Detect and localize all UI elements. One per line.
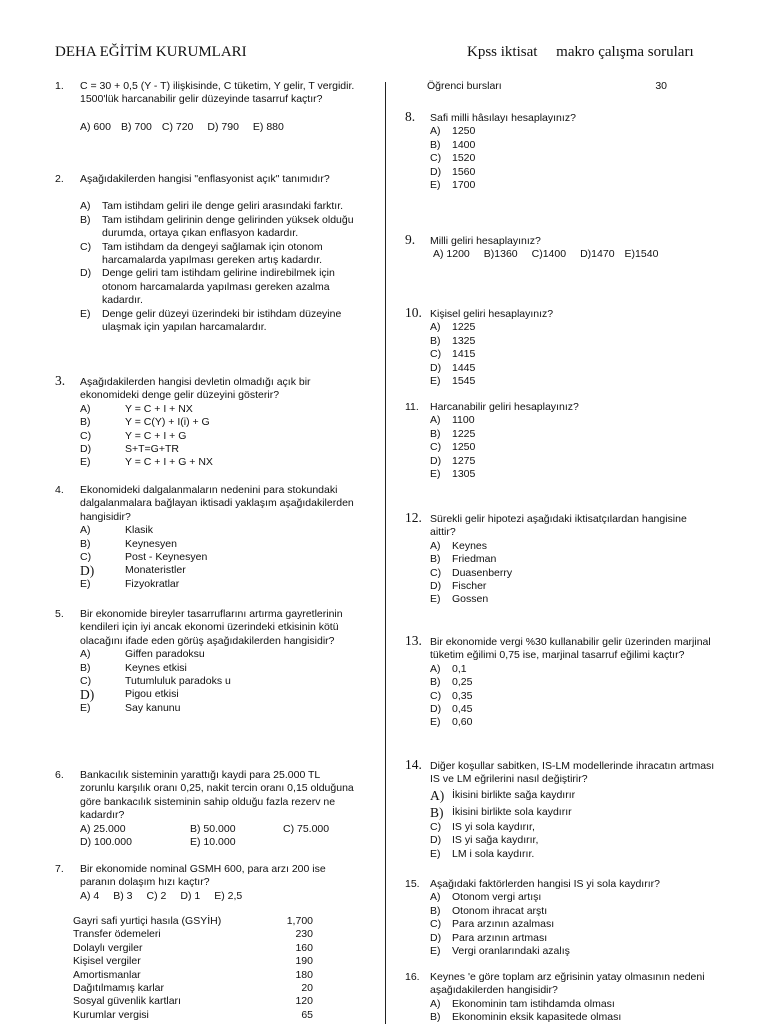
option-b[interactable]: B) Otonom ihracat arştı: [430, 904, 548, 917]
option-d[interactable]: D) 0,45: [430, 703, 473, 716]
option-c[interactable]: C) IS yi sola kaydırır,: [430, 820, 535, 833]
option-a[interactable]: A) 1225: [430, 321, 476, 334]
option-row: [80, 890, 355, 903]
table-row: Gayri safi yurtiçi hasıla (GSYİH) 1,700: [73, 915, 313, 927]
option-a[interactable]: A) 4: [80, 889, 100, 902]
option-c[interactable]: C) Tutumluluk paradoks u: [80, 675, 231, 688]
option-b[interactable]: B) Keynesyen: [80, 537, 177, 550]
option-list: [80, 524, 365, 591]
option-a[interactable]: A) Ekonominin tam istihdamda olması: [430, 997, 615, 1010]
option-e[interactable]: E) 880: [252, 120, 284, 133]
table-row: Transfer ödemeleri 230: [73, 928, 313, 941]
question-text: Diğer koşullar sabitken, IS-LM modellerinde ihracatın artması IS ve LM eğrilerini nasıl değiştirir?: [430, 760, 715, 786]
option-d[interactable]: D) Fischer: [430, 580, 487, 593]
option-c[interactable]: C) Tam istihdam da dengeyi sağlamak için otonom harcamalarda yapılması gereken artış kadardır.: [80, 240, 323, 267]
table-value: 30: [655, 80, 667, 92]
question-10: [405, 305, 725, 388]
question-text: Bir ekonomide nominal GSMH 600, para arzı 200 ise paranın dolaşım hızı kaçtır?: [80, 863, 326, 889]
question-9: [405, 232, 725, 262]
option-a[interactable]: A) 25.000: [80, 822, 126, 835]
option-a[interactable]: A) Giffen paradoksu: [80, 648, 205, 661]
option-c[interactable]: C) 720: [161, 120, 194, 133]
question-number: 16.: [405, 971, 420, 983]
option-c[interactable]: C) 2: [146, 889, 167, 902]
question-14: [405, 757, 725, 861]
question-text: Safi milli hâsılayı hesaplayınız?: [430, 112, 576, 124]
option-c[interactable]: C) Y = C + I + G: [80, 429, 187, 442]
question-1: [55, 80, 360, 134]
option-a[interactable]: A) 0,1: [430, 662, 467, 675]
question-7: [55, 863, 355, 903]
question-4: [55, 484, 365, 591]
question-text: Milli geliri hesaplayınız?: [430, 235, 541, 247]
option-d[interactable]: D) Para arzının artması: [430, 931, 548, 944]
option-row: [433, 248, 725, 261]
option-b[interactable]: B) 0,25: [430, 676, 473, 689]
option-d[interactable]: D) S+T=G+TR: [80, 443, 179, 456]
question-2: [55, 173, 365, 334]
table-row: Amortismanlar 180: [73, 968, 313, 981]
question-text: Bankacılık sisteminin yarattığı kaydi para 25.000 TL zorunlu karşılık oranı 0,25, nakit tercin oranı 0,15 olduğuna göre bankacılık sisteminin sahip olduğu fazla rezerv ne kadardır?: [80, 769, 354, 822]
option-a[interactable]: A) Tam istihdam geliri ile denge geliri arasındaki farktır.: [80, 200, 344, 213]
income-table: [73, 915, 313, 1022]
option-c[interactable]: C) 1250: [430, 441, 476, 454]
option-list: [430, 414, 725, 481]
question-text: Bir ekonomide vergi %30 kullanabilir gelir üzerinden marjinal tüketim eğilimi 0,75 ise, marjinal tasarruf eğilimi kaçtır?: [430, 636, 711, 662]
option-c[interactable]: C) Post - Keynesyen: [80, 551, 208, 564]
question-8: [405, 109, 725, 192]
table-row: Kurumlar vergisi 65: [73, 1008, 313, 1021]
option-b[interactable]: B)1360: [483, 248, 518, 261]
table-row: Dağıtılmamış karlar 20: [73, 982, 313, 995]
option-list: [430, 663, 725, 730]
question-text: Aşağıdakilerden hangisi devletin olmadığı açık bir ekonomideki denge gelir düzeyini gösterir?: [80, 376, 311, 402]
option-a[interactable]: A) İkisini birlikte sağa kaydırır: [430, 787, 576, 803]
question-text: Bir ekonomide bireyler tasarruflarını artırma gayretlerinin kendileri için iyi ancak ekonomi üzerindeki etkisinin kötü olacağını ifade eden görüş aşağıdakilerden hangisidir?: [80, 608, 343, 647]
column-divider: [385, 82, 386, 1024]
option-b[interactable]: B) Keynes etkisi: [80, 661, 187, 674]
question-number: 8.: [405, 109, 416, 124]
question-text: Keynes 'e göre toplam arz eğrisinin yatay olmasının nedeni aşağıdakilerden hangisidir?: [430, 971, 705, 997]
option-c[interactable]: C) 0,35: [430, 689, 473, 702]
question-number: 10.: [405, 305, 422, 320]
option-e[interactable]: E) 10.000: [190, 835, 236, 848]
option-e[interactable]: E) Y = C + I + G + NX: [80, 456, 213, 469]
option-row: [80, 121, 360, 134]
table-row: Dolaylı vergiler 160: [73, 941, 313, 954]
question-number: 5.: [55, 608, 64, 620]
option-b[interactable]: B) 700: [120, 120, 152, 133]
option-d[interactable]: D) Pigou etkisi: [80, 687, 179, 703]
option-list: [430, 125, 725, 192]
option-a[interactable]: A) Keynes: [430, 539, 488, 552]
option-c[interactable]: C) Duasenberry: [430, 566, 513, 579]
question-11: [405, 401, 725, 481]
option-e[interactable]: E) Denge gelir düzeyi üzerindeki bir istihdam düzeyine ulaşmak için yapılan harcamalardır.: [80, 307, 342, 334]
question-number: 4.: [55, 484, 64, 496]
question-16: [405, 971, 725, 1025]
option-b[interactable]: B) Y = C(Y) + I(i) + G: [80, 416, 210, 429]
option-list: [80, 648, 365, 715]
option-e[interactable]: E) 1545: [430, 375, 476, 388]
option-b[interactable]: B) Friedman: [430, 553, 497, 566]
option-list: [430, 540, 695, 607]
option-b[interactable]: B) 50.000: [190, 822, 236, 835]
question-5: [55, 608, 365, 715]
option-a[interactable]: A) 600: [80, 120, 111, 133]
question-3: [55, 373, 355, 470]
option-b[interactable]: B) İkisini birlikte sola kaydırır: [430, 804, 572, 820]
question-number: 12.: [405, 510, 422, 525]
option-grid: [80, 823, 355, 850]
option-list: [430, 787, 725, 861]
option-e[interactable]: E)1540: [624, 248, 659, 261]
option-d[interactable]: D) 1: [180, 889, 201, 902]
question-number: 1.: [55, 80, 64, 92]
option-e[interactable]: E) Vergi oranlarındaki azalış: [430, 945, 570, 958]
question-number: 14.: [405, 757, 422, 772]
option-e[interactable]: E) 1305: [430, 468, 476, 481]
option-e[interactable]: E) Fizyokratlar: [80, 577, 180, 590]
question-number: 6.: [55, 769, 64, 781]
question-6: [55, 769, 355, 850]
question-13: [405, 633, 725, 730]
option-d[interactable]: D) Monateristler: [80, 563, 186, 579]
option-list: [80, 200, 365, 334]
question-number: 7.: [55, 863, 64, 875]
header-subtitle: Kpss iktisat makro çalışma soruları: [467, 44, 694, 60]
question-text: Aşağıdakilerden hangisi "enflasyonist açık" tanımıdır?: [80, 173, 330, 185]
option-c[interactable]: C) Para arzının azalması: [430, 918, 555, 931]
question-number: 3.: [55, 373, 66, 388]
option-c[interactable]: C) 1520: [430, 152, 476, 165]
option-c[interactable]: C) 1415: [430, 348, 476, 361]
option-a[interactable]: A) 1250: [430, 125, 476, 138]
option-b[interactable]: B) Tam istihdam gelirinin denge gelirinden yüksek olduğu durumda, ortaya çıkan enflasyon kadardır.: [80, 213, 354, 240]
option-b[interactable]: B) 3: [113, 889, 133, 902]
option-d[interactable]: D) IS yi sağa kaydırır,: [430, 834, 539, 847]
option-d[interactable]: D) 1560: [430, 165, 476, 178]
option-list: [430, 321, 725, 388]
table-row-last: [427, 80, 667, 93]
question-number: 13.: [405, 633, 422, 648]
option-d[interactable]: D) 1445: [430, 361, 476, 374]
option-c[interactable]: C) 75.000: [283, 822, 330, 835]
option-a[interactable]: A) Otonom vergi artışı: [430, 891, 542, 904]
option-d[interactable]: D) Denge geliri tam istihdam gelirine indirebilmek için otonom harcamalarda yapılması gereken azalma kadardır.: [80, 267, 335, 307]
option-e[interactable]: E) 2,5: [214, 889, 243, 902]
option-a[interactable]: A) Klasik: [80, 524, 154, 537]
option-b[interactable]: B) 1400: [430, 138, 476, 151]
option-b[interactable]: B) Ekonominin eksik kapasitede olması: [430, 1011, 622, 1024]
question-text: Ekonomideki dalgalanmaların nedenini para stokundaki dalgalanmalara bağlayan iktisadi yaklaşım aşağıdakilerden hangisidir?: [80, 484, 354, 523]
option-d[interactable]: D) 100.000: [80, 835, 132, 848]
option-e[interactable]: E) Say kanunu: [80, 701, 181, 714]
option-list: [430, 891, 725, 958]
option-list: [430, 998, 725, 1025]
option-d[interactable]: D) 790: [207, 120, 239, 133]
question-15: [405, 878, 725, 958]
option-a[interactable]: A) Y = C + I + NX: [80, 402, 193, 415]
table-row: Kişisel vergiler 190: [73, 955, 313, 968]
question-number: 2.: [55, 173, 64, 185]
option-b[interactable]: B) 1325: [430, 334, 476, 347]
question-text: Harcanabilir geliri hesaplayınız?: [430, 401, 579, 413]
option-e[interactable]: E) LM i sola kaydırır.: [430, 847, 535, 860]
question-number: 9.: [405, 232, 416, 247]
question-number: 15.: [405, 878, 420, 890]
table-row: Sosyal güvenlik kartları 120: [73, 995, 313, 1008]
option-c[interactable]: C)1400: [531, 248, 567, 261]
option-e[interactable]: E) 1700: [430, 179, 476, 192]
option-d[interactable]: D)1470: [580, 248, 615, 261]
question-text: C = 30 + 0,5 (Y - T) ilişkisinde, C tüketim, Y gelir, T vergidir. 1500'lük harcanabilir gelir düzeyinde tasarruf kaçtır?: [80, 80, 355, 106]
option-a[interactable]: A) 1100: [430, 414, 475, 427]
option-list: [80, 403, 355, 470]
question-text: Kişisel geliri hesaplayınız?: [430, 308, 554, 320]
option-e[interactable]: E) 0,60: [430, 716, 473, 729]
question-number: 11.: [405, 401, 419, 413]
option-d[interactable]: D) 1275: [430, 454, 476, 467]
header-title: DEHA EĞİTİM KURUMLARI: [55, 44, 247, 60]
question-text: Sürekli gelir hipotezi aşağıdaki iktisatçılardan hangisine aittir?: [430, 513, 687, 539]
question-12: [405, 510, 695, 607]
table-label: Öğrenci bursları: [427, 80, 502, 92]
option-b[interactable]: B) 1225: [430, 427, 476, 440]
option-e[interactable]: E) Gossen: [430, 593, 489, 606]
question-text: Aşağıdaki faktörlerden hangisi IS yi sola kaydırır?: [430, 878, 660, 890]
option-a[interactable]: A) 1200: [433, 248, 470, 261]
